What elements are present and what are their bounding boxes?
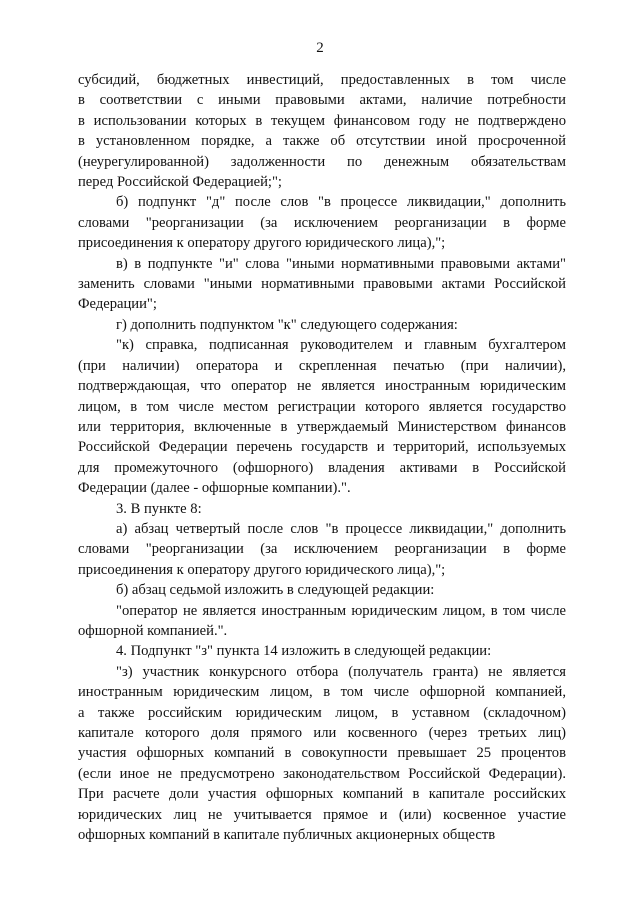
paragraph [78, 580, 566, 600]
text-line: (при наличии) оператора и скрепленная печатью (при наличии), [78, 357, 566, 374]
paragraph [78, 192, 566, 253]
text-line: словами "реорганизации (за исключением реорганизации в форме [78, 214, 566, 231]
document-body [78, 70, 566, 845]
text-line: подтверждающая, что оператор не является иностранным юридическим [78, 378, 566, 395]
text-line: б) подпункт "д" после слов "в процессе ликвидации," дополнить [116, 194, 566, 211]
text-line: "оператор не является иностранным юридическим лицом, в том числе [116, 602, 566, 619]
paragraph [78, 662, 566, 846]
text-line: заменить словами "иными нормативными правовыми актами Российской [78, 276, 566, 293]
text-line: в) в подпункте "и" слова "иными нормативными правовыми актами" [116, 255, 566, 272]
text-line: а) абзац четвертый после слов "в процессе ликвидации," дополнить [116, 520, 566, 537]
text-line: словами "реорганизации (за исключением реорганизации в форме [78, 541, 566, 558]
text-line: Федерации (далее - офшорные компании).". [78, 480, 351, 497]
text-line: 3. В пункте 8: [116, 500, 202, 517]
text-line: юридических лиц не учитывается прямое и (или) косвенное участие [78, 806, 566, 823]
text-line: перед Российской Федерацией;"; [78, 174, 282, 191]
paragraph [78, 335, 566, 498]
text-line: в установленном порядке, а также об отсутствии иной просроченной [78, 133, 566, 150]
text-line: капитале которого доля прямого или косвенного (через третьих лиц) [78, 725, 566, 741]
paragraph [78, 641, 566, 661]
text-line: Федерации"; [78, 296, 157, 313]
text-line: г) дополнить подпунктом "к" следующего содержания: [116, 316, 458, 333]
text-line: "к) справка, подписанная руководителем и главным бухгалтером [116, 337, 566, 354]
text-line: иностранным юридическим лицом, в том числе офшорной компанией, [78, 684, 566, 701]
text-line: б) абзац седьмой изложить в следующей редакции: [116, 582, 435, 599]
text-line: субсидий, бюджетных инвестиций, предоставленных в том числе [78, 72, 566, 88]
paragraph [78, 315, 566, 335]
page-number: 2 [316, 40, 324, 56]
text-line: "з) участник конкурсного отбора (получатель гранта) не является [116, 663, 566, 680]
text-line: присоединения к оператору другого юридического лица),"; [78, 561, 446, 578]
text-line: а также российским юридическим лицом, в уставном (складочном) [78, 704, 566, 721]
text-line: в использовании которых в текущем финансовом году не подтверждено [78, 112, 566, 129]
text-line: (неурегулированной) задолженности по денежным обязательствам [78, 153, 566, 170]
paragraph [78, 519, 566, 580]
paragraph [78, 601, 566, 642]
text-line: или территория, включенные в утверждаемый Министерством финансов [78, 418, 566, 435]
text-line: участия офшорных компаний в совокупности превышает 25 процентов [78, 745, 566, 762]
text-line: лицом, в том числе местом регистрации которого является государство [78, 398, 566, 415]
text-line: При расчете доли участия офшорных компаний в капитале российских [78, 786, 566, 803]
paragraph [78, 70, 566, 192]
text-line: в соответствии с иными правовыми актами, наличие потребности [78, 92, 566, 109]
text-line: присоединения к оператору другого юридического лица),"; [78, 235, 446, 252]
paragraph [78, 254, 566, 315]
paragraph [78, 499, 566, 519]
text-line: (если иное не предусмотрено законодательством Российской Федерации). [78, 765, 566, 782]
text-line: для промежуточного (офшорного) владения активами в Российской [78, 459, 566, 476]
text-line: офшорных компаний в капитале публичных акционерных обществ [78, 827, 496, 844]
text-line: Российской Федерации перечень государств и территорий, используемых [78, 439, 566, 456]
text-line: офшорной компанией.". [78, 622, 228, 639]
text-line: 4. Подпункт "з" пункта 14 изложить в следующей редакции: [116, 643, 492, 660]
